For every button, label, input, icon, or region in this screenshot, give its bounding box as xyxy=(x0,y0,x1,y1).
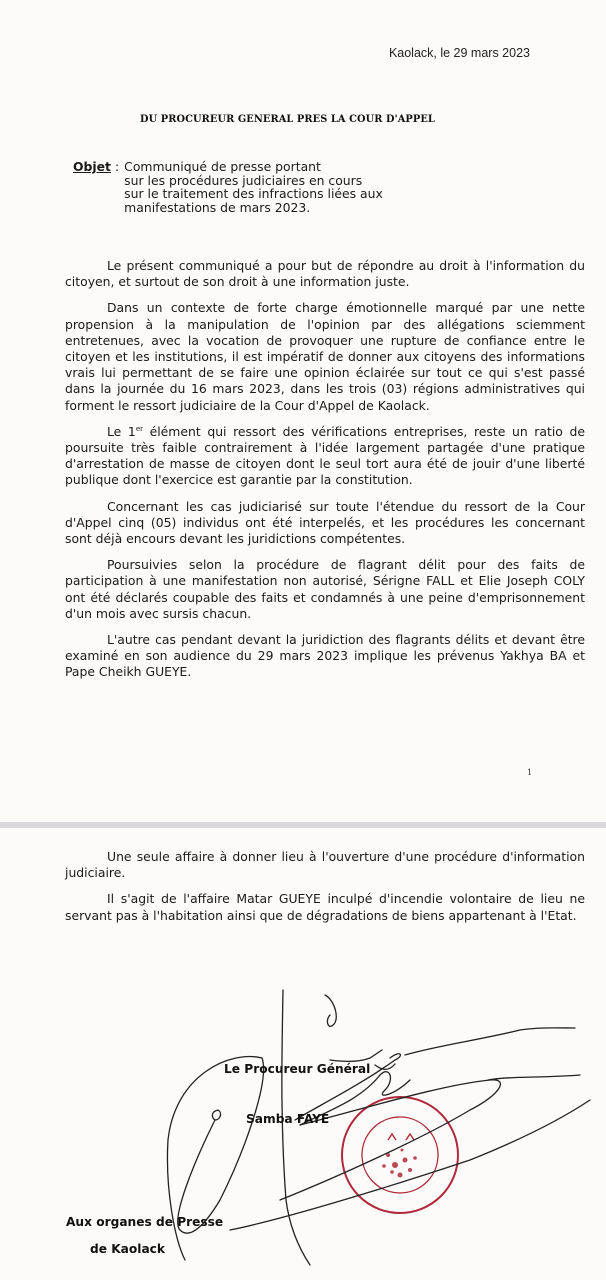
place-date: Kaolack, le 29 mars 2023 xyxy=(388,46,530,60)
document-heading: DU PROCUREUR GENERAL PRES LA COUR D'APPEL xyxy=(140,114,435,125)
subject-line: sur les procédures judiciaires en cours xyxy=(124,172,363,188)
addressee-line-2: de Kaolack xyxy=(90,1242,166,1256)
paragraph: Il s'agit de l'affaire Matar GUEYE inculpé d'incendie volontaire de lieu ne servant pas à l'habitation ainsi que de dégradations de biens appartenant à l'Etat. xyxy=(65,891,585,923)
page-number: 1 xyxy=(527,768,533,777)
paragraph: L'autre cas pendant devant la juridiction des flagrants délits et devant être examiné en son audience du 29 mars 2023 implique les prévenus Yakhya BA et Pape Cheikh GUEYE. xyxy=(65,632,585,680)
paragraph: Dans un contexte de forte charge émotionnelle marqué par une nette propension à la manipulation de l'opinion par des allégations sciemment entretenues, avec la vocation de provoquer une rupture de confiance entre le citoyen et les institutions, il est impératif de donner aux citoyens des informations vrais lui permettant de se faire une opinion éclairée sur tout ce qui s'est passé dans la journée du 16 mars 2023, dans les trois (03) régions administratives qui forment le ressort judiciaire de la Cour d'Appel de Kaolack. xyxy=(65,300,585,413)
signatory-name: Samba FAYE xyxy=(246,1112,330,1126)
subject-separator: : xyxy=(114,159,120,174)
addressee-line-1: Aux organes de Presse xyxy=(66,1215,224,1229)
subject-label: Objet xyxy=(73,159,111,174)
paragraph-prefix: Le 1 xyxy=(107,423,136,439)
signatory-title: Le Procureur Général xyxy=(224,1062,371,1076)
paragraph: Le présent communiqué a pour but de répondre au droit à l'information du citoyen, et surtout de son droit à une information juste. xyxy=(65,258,585,290)
paragraph: Une seule affaire à donner lieu à l'ouverture d'une procédure d'information judiciaire. xyxy=(65,849,585,881)
paragraph: Concernant les cas judiciarisé sur toute l'étendue du ressort de la Cour d'Appel cinq (05) individus ont été interpelés, et les procédures les concernant sont déjà encours devant les juridictions compétentes. xyxy=(65,498,585,547)
subject-line: manifestations de mars 2023. xyxy=(124,199,311,215)
subject-line: Communiqué de presse portant xyxy=(124,159,321,174)
ordinal-superscript: er xyxy=(135,424,143,433)
paragraph-rest: élément qui ressort des vérifications entreprises, reste un ratio de poursuite très faible contrairement à l'idée largement partagée d'une pratique d'arrestation de masse de citoyen dont le seul tort aura été de jouir d'une liberté publique dont l'exercice est garantie par la constitution. xyxy=(65,423,585,488)
paragraph: Poursuivies selon la procédure de flagrant délit pour des faits de participation à une manifestation non autorisé, Sérigne FALL et Elie Joseph COLY ont été déclarés coupable des faits et condamnés à une peine d'emprisonnement d'un mois avec sursis chacun. xyxy=(65,557,585,621)
subject-line: sur le traitement des infractions liées aux xyxy=(124,186,383,201)
